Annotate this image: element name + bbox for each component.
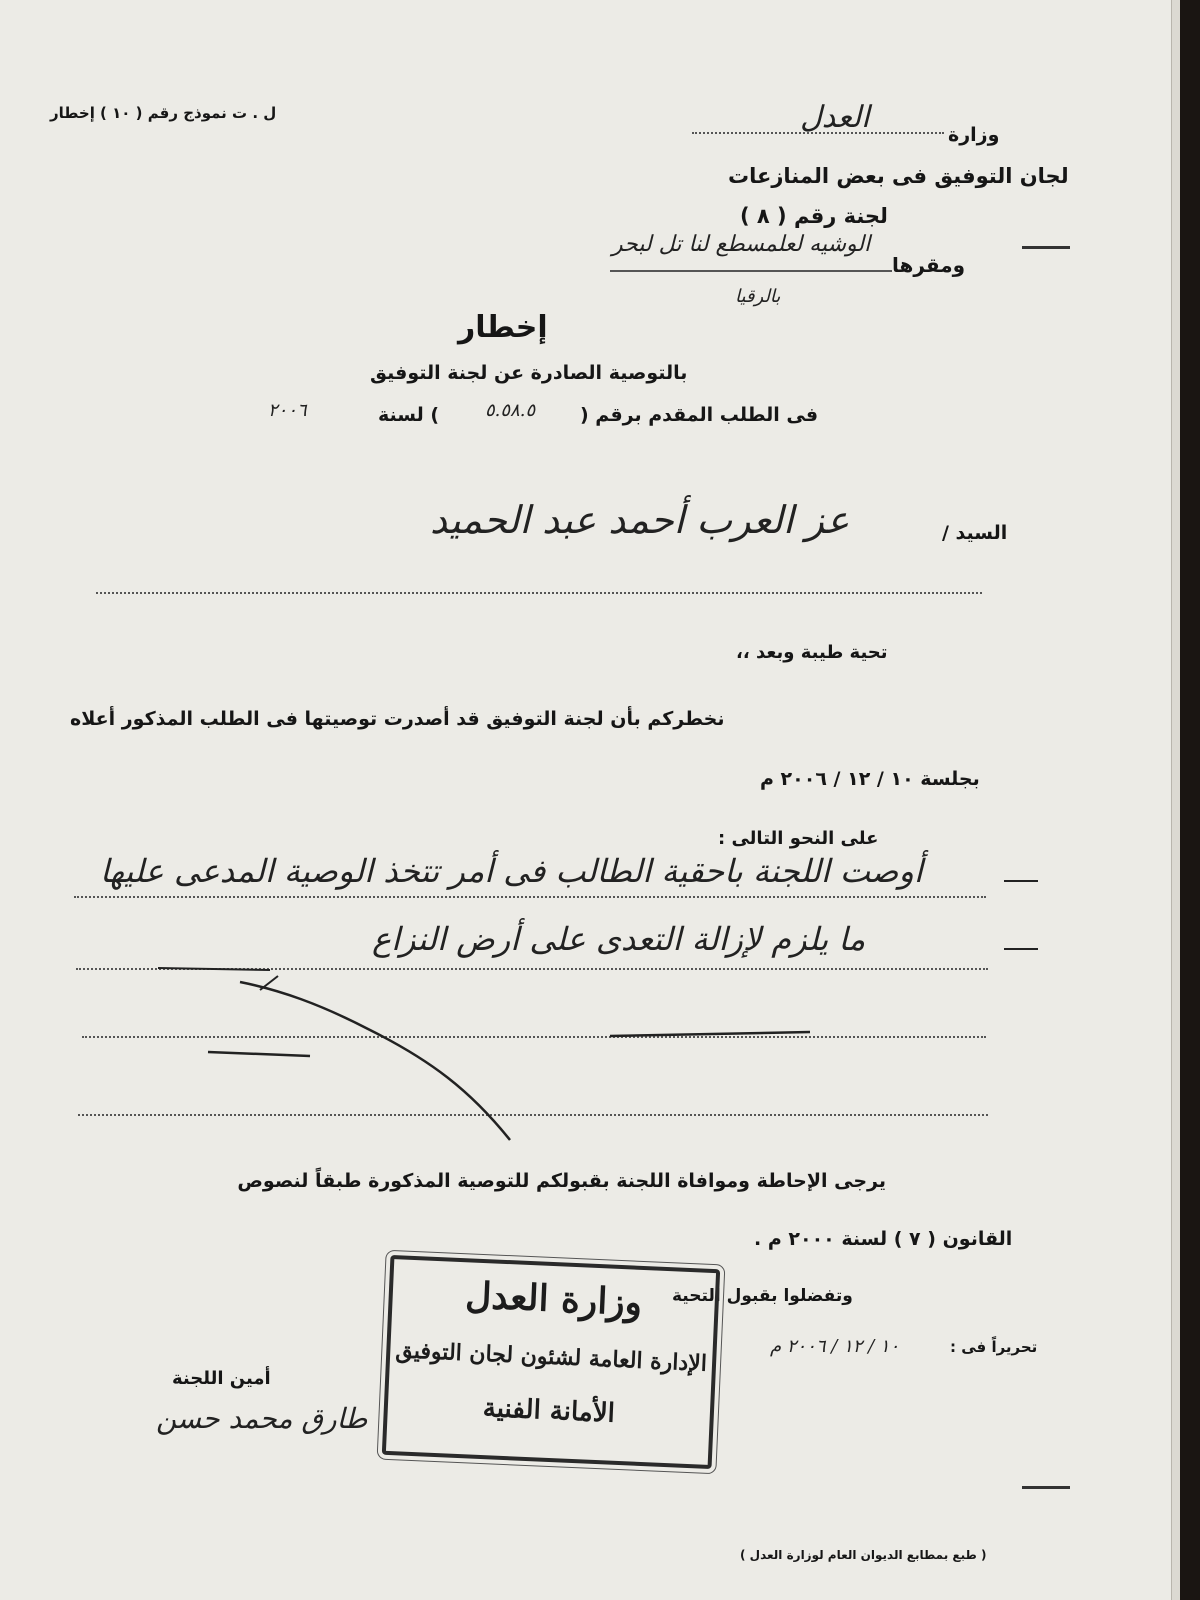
stamp-line-2: الإدارة العامة لشئون لجان التوفيق (394, 1337, 708, 1377)
recommendation-line-2: ما يلزم لإزالة التعدى على أرض النزاع (372, 920, 866, 958)
recommendation-dotted-line-1 (74, 896, 986, 898)
as-follows: على النحو التالى : (718, 828, 879, 849)
stamp-line-1: وزارة العدل (464, 1274, 644, 1324)
request-line: فى الطلب المقدم برقم ( (580, 404, 819, 426)
form-reference: ل . ت نموذج رقم ( ١٠ ) إخطار (50, 104, 277, 122)
dash-mark (1004, 948, 1038, 950)
greeting: تحية طيبة وبعد ،، (736, 642, 888, 663)
committees-heading: لجان التوفيق فى بعض المنازعات (728, 164, 1069, 188)
document-title: إخطار (458, 310, 548, 345)
notify-paragraph: نخطركم بأن لجنة التوفيق قد أصدرت توصيتها فى الطلب المذكور أعلاه (70, 708, 725, 730)
strike-through-mark (150, 960, 850, 1150)
ministry-name-handwritten: العدل (800, 100, 870, 135)
seat-label: ومقرها (892, 253, 966, 277)
secretary-label: أمين اللجنة (172, 1368, 271, 1389)
addressee-name-handwritten: عز العرب أحمد عبد الحميد (430, 498, 850, 542)
margin-mark (1022, 246, 1070, 249)
session-date: بجلسة ١٠ / ١٢ / ٢٠٠٦ م (760, 768, 980, 790)
year-label: ) لسنة (378, 404, 440, 426)
addressee-dotted-line (96, 592, 982, 594)
margin-mark (1022, 1486, 1070, 1489)
date-handwritten: ١٠ / ١٢ / ٢٠٠٦ م (770, 1336, 900, 1357)
secretary-signature: طارق محمد حسن (156, 1402, 368, 1435)
printed-by-note: ( طبع بمطابع الديوان العام لوزارة العدل ) (740, 1548, 987, 1562)
ministry-stamp (382, 1255, 720, 1469)
seat-handwritten: الوشيه لعلمسطع لنا تل لبحر (612, 232, 871, 257)
closing: وتفضلوا بقبول التحية (672, 1286, 853, 1306)
recommendation-line-1: أوصت اللجنة باحقية الطالب فى أمر تتخذ الوصية المدعى عليها (100, 852, 923, 890)
request-number-handwritten: ٥.٥٨.٥ (485, 400, 536, 421)
committee-number: لجنة رقم ( ٨ ) (740, 204, 888, 228)
date-label: تحريراً فى : (950, 1338, 1038, 1356)
stamp-line-3: الأمانة الفنية (482, 1393, 616, 1429)
year-handwritten: ٢٠٠٦ (268, 400, 307, 421)
seat-handwritten-2: بالرقيا (735, 286, 781, 307)
ministry-label: وزارة (948, 124, 1000, 146)
document-subtitle: بالتوصية الصادرة عن لجنة التوفيق (370, 362, 688, 384)
addressee-label: السيد / (942, 522, 1008, 544)
request-accept-paragraph: يرجى الإحاطة وموافاة اللجنة بقبولكم للتوصية المذكورة طبقاً لنصوص (237, 1170, 886, 1192)
seat-line (610, 270, 892, 272)
law-reference: القانون ( ٧ ) لسنة ٢٠٠٠ م . (754, 1228, 1013, 1250)
dash-mark (1004, 880, 1038, 882)
